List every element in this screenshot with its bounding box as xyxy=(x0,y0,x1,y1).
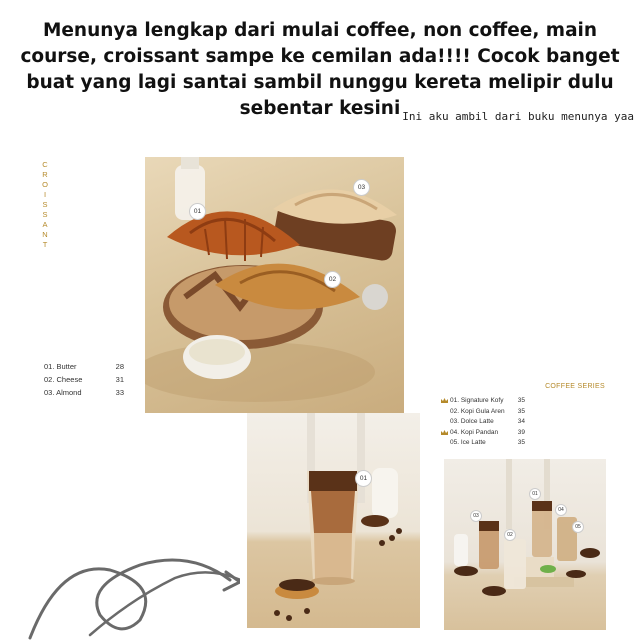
coffee-series-panel xyxy=(441,380,609,630)
scribble-arrow-decoration xyxy=(0,530,240,640)
item-badge: 01 xyxy=(355,470,372,487)
item-badge: 04 xyxy=(555,504,567,516)
menu-item xyxy=(44,373,124,386)
vertical-letter: S xyxy=(42,200,48,209)
crown-icon xyxy=(441,430,448,435)
menu-item xyxy=(44,386,124,399)
menu-item xyxy=(44,360,124,373)
vertical-letter: N xyxy=(42,230,48,239)
item-badge: 05 xyxy=(572,521,584,533)
post-headline: Menunya lengkap dari mulai coffee, non coffee, main course, croissant sampe ke cemilan ada!!!! Cocok banget buat yang lagi santai sambil nunggu kereta melipir dulu sebentar kesini xyxy=(20,20,620,119)
menu-item xyxy=(441,428,525,439)
iced-coffee-illustration xyxy=(247,413,420,628)
vertical-letter: R xyxy=(42,170,48,179)
menu-item xyxy=(441,417,525,428)
croissant-menu-list xyxy=(44,360,124,399)
menu-item-name: 01. Signature Kofy xyxy=(450,397,504,404)
item-badge: 02 xyxy=(324,271,341,288)
item-badge: 02 xyxy=(504,529,516,541)
menu-item xyxy=(441,438,525,449)
vertical-letter: S xyxy=(42,210,48,219)
coffee-series-illustration xyxy=(444,459,606,630)
menu-item-price: 31 xyxy=(115,375,124,384)
menu-item-price: 35 xyxy=(517,397,525,404)
item-badge: 01 xyxy=(529,488,541,500)
vertical-letter: O xyxy=(42,180,48,189)
menu-item-name: 02. Cheese xyxy=(44,375,83,384)
menu-item-price: 33 xyxy=(115,388,124,397)
menu-item-name: 04. Kopi Pandan xyxy=(450,428,499,436)
menu-item-name: 05. Ice Latte xyxy=(450,439,486,446)
crown-icon xyxy=(441,398,448,403)
vertical-letter: A xyxy=(42,220,48,229)
croissant-photo xyxy=(145,157,404,413)
item-badge: 01 xyxy=(189,203,206,220)
item-badge: 03 xyxy=(470,510,482,522)
menu-item-price: 28 xyxy=(115,362,124,371)
item-badge: 03 xyxy=(353,179,370,196)
post-subnote: Ini aku ambil dari buku menunya yaa xyxy=(402,110,634,123)
coffee-series-title: COFFEE SERIES xyxy=(545,383,605,390)
menu-item-name: 02. Kopi Gula Aren xyxy=(450,407,505,415)
menu-item-name: 01. Butter xyxy=(44,362,77,371)
coffee-photo xyxy=(247,413,420,628)
menu-item-name: 03. Almond xyxy=(44,388,82,397)
croissant-illustration xyxy=(145,157,404,413)
coffee-series-photo xyxy=(444,459,606,630)
menu-item-price: 35 xyxy=(517,439,525,446)
menu-item-price: 35 xyxy=(517,407,525,415)
vertical-letter: T xyxy=(42,240,48,249)
menu-item-name: 03. Dolce Latte xyxy=(450,418,494,425)
croissant-vertical-label xyxy=(40,160,50,250)
menu-item xyxy=(441,407,525,418)
vertical-letter: I xyxy=(43,190,47,199)
coffee-menu-list xyxy=(441,396,525,449)
menu-item xyxy=(441,396,525,407)
menu-item-price: 39 xyxy=(517,428,525,436)
menu-item-price: 34 xyxy=(517,418,525,425)
vertical-letter: C xyxy=(42,160,48,169)
